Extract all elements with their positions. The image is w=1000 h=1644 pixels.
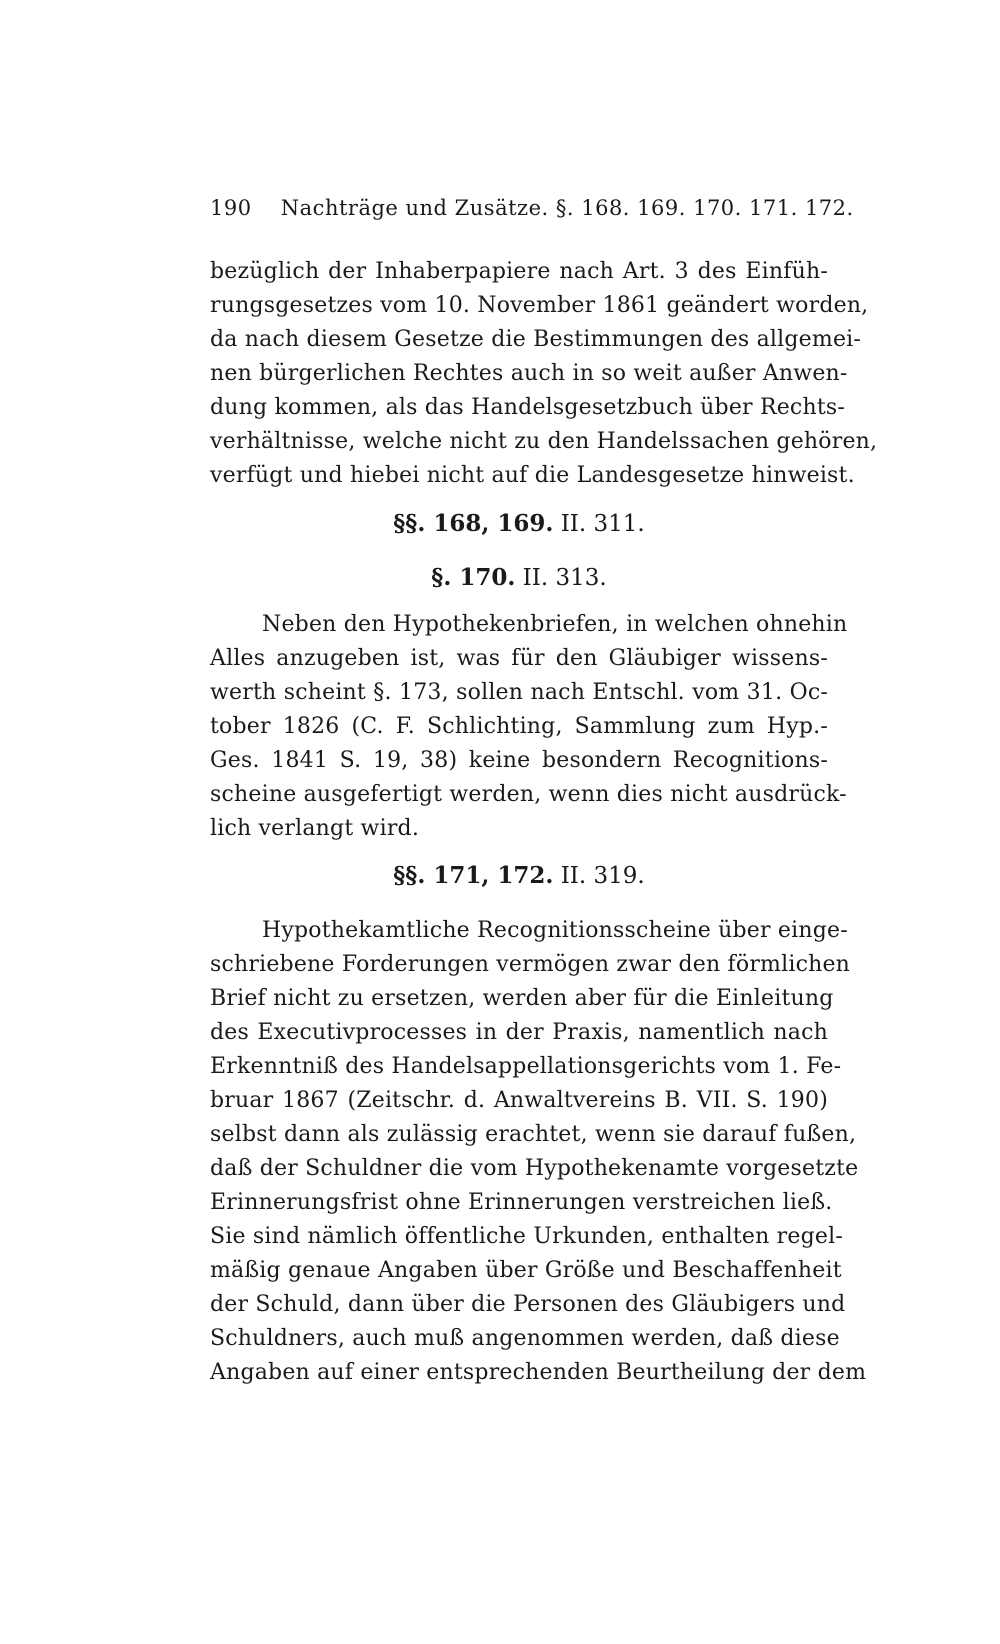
section-heading [210,506,828,542]
text-line: dung kommen, als das Handelsgesetzbuch über Rechts- [210,395,845,420]
text-line: Erinnerungsfrist ohne Erinnerungen verstreichen ließ. [210,1190,833,1215]
text-line: tober 1826 (C. F. Schlichting, Sammlung zum Hyp.- [210,714,828,739]
text-line: verfügt und hiebei nicht auf die Landesgesetze hinweist. [210,463,855,488]
section-reference: II. 319. [560,863,645,889]
text-line: nen bürgerlichen Rechtes auch in so weit außer Anwen- [210,361,848,386]
text-line: lich verlangt wird. [210,816,420,841]
section-reference: II. 313. [522,565,607,591]
text-line: Brief nicht zu ersetzen, werden aber für die Einleitung [210,986,834,1011]
text-line: da nach diesem Gesetze die Bestimmungen des allgemei- [210,327,862,352]
page-number: 190 [210,196,252,220]
section-number: §. 170. [431,564,516,591]
running-title: Nachträge und Zusätze. §. 168. 169. 170. 171. 172. [280,196,854,220]
text-line: Hypothekamtliche Recognitionsscheine über einge- [262,918,848,943]
section-heading [210,560,828,596]
text-line: Alles anzugeben ist, was für den Gläubiger wissens- [210,646,828,671]
section-reference: II. 311. [560,511,645,537]
section-number: §§. 171, 172. [393,862,554,889]
text-line: des Executivprocesses in der Praxis, namentlich nach [210,1020,828,1045]
text-line: Ges. 1841 S. 19, 38) keine besondern Recognitions- [210,748,828,773]
text-line: scheine ausgefertigt werden, wenn dies nicht ausdrück- [210,782,847,807]
text-line: werth scheint §. 173, sollen nach Entschl. vom 31. Oc- [210,680,828,705]
text-line: bruar 1867 (Zeitschr. d. Anwaltvereins B. VII. S. 190) [210,1088,828,1113]
section-heading [210,858,828,894]
text-line: verhältnisse, welche nicht zu den Handelssachen gehören, [210,429,878,454]
text-line: bezüglich der Inhaberpapiere nach Art. 3 des Einfüh- [210,259,828,284]
text-line: Angaben auf einer entsprechenden Beurtheilung der dem [210,1360,867,1385]
text-line: rungsgesetzes vom 10. November 1861 geändert worden, [210,293,869,318]
text-line: Schuldners, auch muß angenommen werden, daß diese [210,1326,840,1351]
text-line: Sie sind nämlich öffentliche Urkunden, enthalten regel- [210,1224,843,1249]
text-line: selbst dann als zulässig erachtet, wenn sie darauf fußen, [210,1122,857,1147]
text-line: Neben den Hypothekenbriefen, in welchen ohnehin [262,612,848,637]
running-head [210,196,854,226]
text-line: der Schuld, dann über die Personen des Gläubigers und [210,1292,846,1317]
text-line: Erkenntniß des Handelsappellationsgerichts vom 1. Fe- [210,1054,842,1079]
text-line: mäßig genaue Angaben über Größe und Beschaffenheit [210,1258,842,1283]
section-number: §§. 168, 169. [393,510,554,537]
text-line: daß der Schuldner die vom Hypothekenamte vorgesetzte [210,1156,859,1181]
text-line: schriebene Forderungen vermögen zwar den förmlichen [210,952,851,977]
